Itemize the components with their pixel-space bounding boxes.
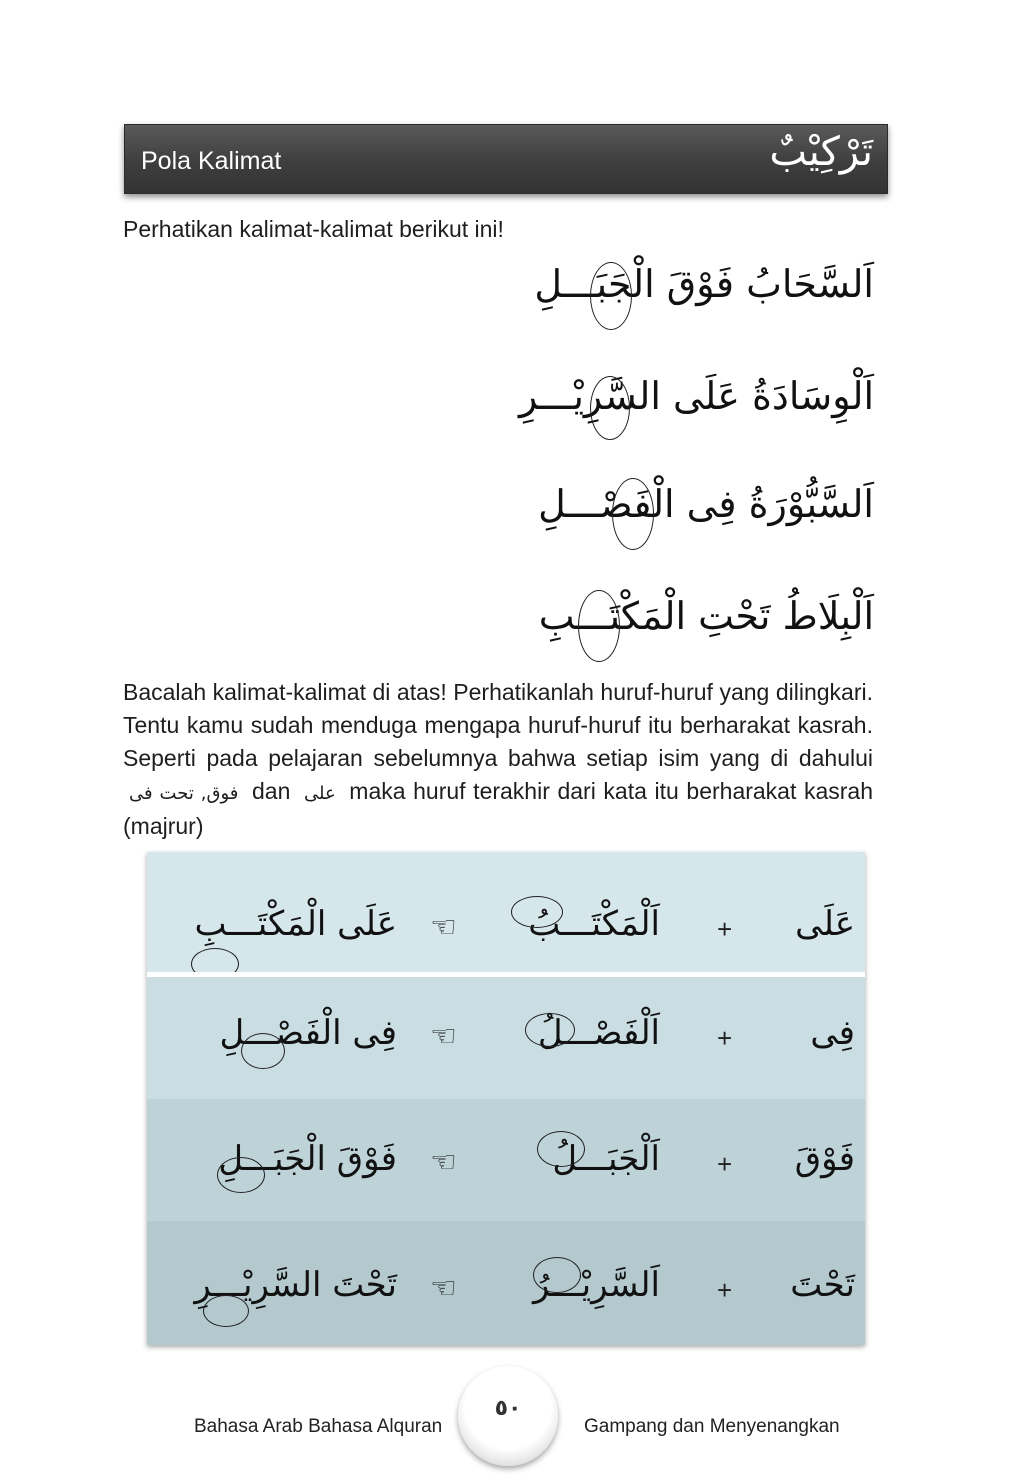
arabic-prepositions: فوق, تحت فى [129, 783, 239, 804]
highlight-circle [525, 1013, 575, 1047]
footer-right-text: Gampang dan Menyenangkan [584, 1416, 840, 1437]
highlight-circle [511, 896, 563, 928]
table-row [147, 1099, 865, 1221]
noun: اَلسَّرِيْـــرُ [532, 1265, 660, 1305]
highlight-circle [590, 262, 632, 330]
highlight-circle [578, 590, 620, 662]
highlight-circle [217, 1157, 265, 1193]
example-sentence: اَلسَّبُّوْرَةُ فِى الْفَصْـــلِ [538, 482, 874, 526]
preposition: فَوْقَ [794, 1139, 855, 1179]
noun: اَلْجَبَـــلُ [552, 1139, 660, 1179]
pointing-hand-icon: ☜ [430, 911, 457, 944]
highlight-circle [590, 376, 630, 440]
highlight-circle [203, 1295, 249, 1327]
highlight-circle [241, 1033, 285, 1069]
grammar-table [147, 852, 865, 1345]
result: فِى الْفَصْـــلِ [219, 1013, 397, 1053]
preposition: عَلَى [795, 904, 855, 944]
example-sentence: اَلْبِلَاطُ تَحْتِ الْمَكْتَـــبِ [538, 594, 874, 638]
section-title-arabic: تَرْكِيْبٌ [769, 129, 873, 175]
highlight-circle [612, 478, 654, 550]
highlight-circle [537, 1131, 585, 1167]
page-number: ٥٠ [494, 1396, 522, 1421]
table-row [147, 852, 865, 972]
noun: اَلْمَكْتَـــبُ [528, 904, 660, 944]
section-title: Pola Kalimat [141, 147, 282, 175]
result: عَلَى الْمَكْتَـــبِ [194, 904, 397, 944]
plus-sign: + [717, 914, 733, 944]
plus-sign: + [717, 1023, 733, 1053]
example-sentence: اَلسَّحَابُ فَوْقَ الْجَبَـــلِ [534, 262, 874, 306]
result: فَوْقَ الْجَبَـــلِ [218, 1139, 397, 1179]
pointing-hand-icon: ☜ [430, 1020, 457, 1053]
preposition: تَحْتَ [790, 1265, 855, 1305]
example-sentence: اَلْوِسَادَةُ عَلَى السَّرِيْـــرِ [518, 374, 874, 418]
pointing-hand-icon: ☜ [430, 1272, 457, 1305]
table-row [147, 977, 865, 1099]
pointing-hand-icon: ☜ [430, 1146, 457, 1179]
section-header [124, 124, 888, 194]
highlight-circle [533, 1257, 581, 1293]
explanation-paragraph: Bacalah kalimat-kalimat di atas! Perhatikanlah huruf-huruf yang dilingkari. Tentu kamu sudah menduga mengapa huruf-huruf itu berharakat kasrah. Seperti pada pelajaran sebelumnya bahwa setiap isim yang di dahului فوق, تحت فى dan على maka huruf terakhir dari kata itu berharakat kasrah (majrur) [123, 679, 874, 839]
plus-sign: + [717, 1275, 733, 1305]
noun: اَلْفَصْـــلُ [537, 1013, 660, 1053]
preposition: فِى [810, 1013, 855, 1053]
footer-left-text: Bahasa Arab Bahasa Alquran [194, 1416, 443, 1437]
instruction-text: Perhatikan kalimat-kalimat berikut ini! [123, 216, 504, 242]
table-row [147, 1221, 865, 1345]
arabic-preposition-ala: على [303, 783, 336, 804]
plus-sign: + [717, 1149, 733, 1179]
page-number-badge [458, 1366, 558, 1466]
result: تَحْتَ السَّرِيْـــرِ [194, 1265, 397, 1305]
